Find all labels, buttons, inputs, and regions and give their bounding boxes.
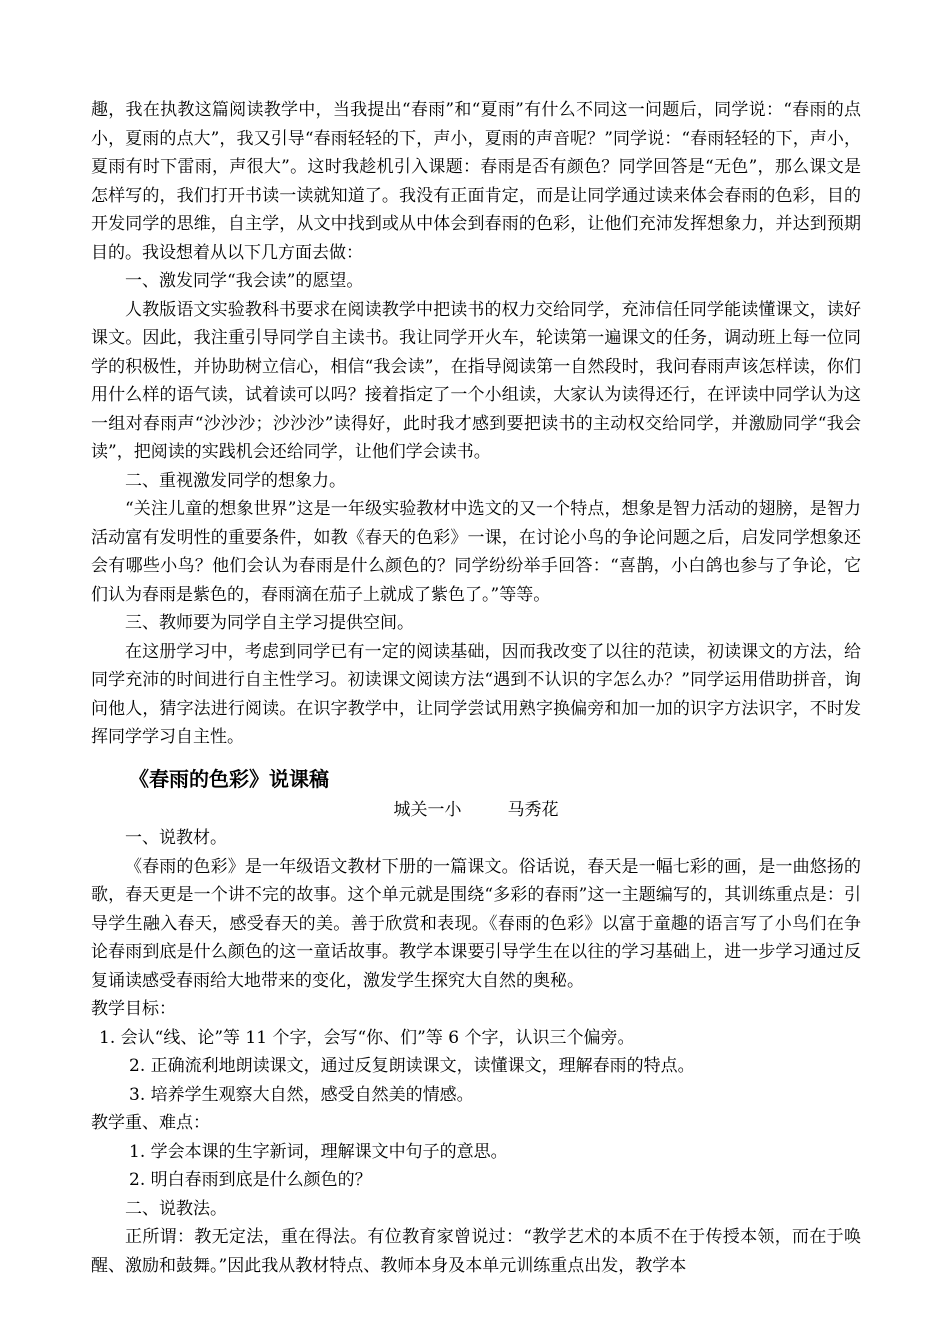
goal-item: 2. 正确流利地朗读课文，通过反复朗读课文，读懂课文，理解春雨的特点。 (129, 1056, 695, 1076)
section-heading: 一、说教材。 (125, 828, 227, 848)
document-page (91, 96, 861, 1280)
byline (91, 796, 861, 825)
key-item: 1. 学会本课的生字新词，理解课文中句子的意思。 (129, 1141, 508, 1162)
section-heading: 二、重视激发同学的想象力。 (125, 470, 346, 491)
section-heading: 二、说教法。 (125, 1198, 227, 1219)
body-paragraph: 正所谓：教无定法，重在得法。有位教育家曾说过：“教学艺术的本质不在于传授本领，而在于唤醒、激励和鼓舞。”因此我从教材特点、教师本身及本单元训练重点出发，教学本 (91, 1227, 861, 1276)
keys-label: 教学重、难点： (91, 1113, 210, 1133)
body-paragraph: “关注儿童的想象世界”这是一年级实验教材中选文的又一个特点，想象是智力活动的翅膀，是智力活动富有发明性的重要条件，如教《春天的色彩》一课，在讨论小鸟的争论问题之后，启发同学想象还会有哪些小鸟？他们会认为春雨是什么颜色的？同学纷纷举手回答：“喜鹊，小白鸽也参与了争论，它们认为春雨是紫色的，春雨滴在茄子上就成了紫色了。”等等。 (91, 499, 861, 605)
school-name: 城关一小 (393, 799, 462, 820)
section-heading: 一、激发同学“我会读”的愿望。 (125, 271, 364, 291)
body-paragraph: 在这册学习中，考虑到同学已有一定的阅读基础，因而我改变了以往的范读，初读课文的方法，给同学充沛的时间进行自主性学习。初读课文阅读方法“遇到不认识的字怎么办？”同学运用借助拼音，询问他人，猜字法进行阅读。在识字教学中，让同学尝试用熟字换偏旁和加一加的识字方法识字，不时发挥同学学习自主性。 (91, 641, 861, 747)
intro-paragraph: 趣，我在执教这篇阅读教学中，当我提出“春雨”和“夏雨”有什么不同这一问题后，同学说：“春雨的点小，夏雨的点大”，我又引导“春雨轻轻的下，声小，夏雨的声音呢？”同学说：“春雨轻轻的下，声小，夏雨有时下雷雨，声很大”。这时我趁机引入课题：春雨是否有颜色？同学回答是“无色”，那么课文是怎样写的，我们打开书读一读就知道了。我没有正面肯定，而是让同学通过读来体会春雨的色彩，目的开发同学的思维，自主学，从文中找到或从中体会到春雨的色彩，让他们充沛发挥想象力，并达到预期目的。我设想着从以下几方面去做： (91, 100, 861, 263)
author-name: 马秀花 (507, 799, 559, 820)
document-title: 《春雨的色彩》说课稿 (129, 766, 329, 791)
goal-item: 3. 培养学生观察大自然，感受自然美的情感。 (129, 1084, 474, 1105)
body-paragraph: 《春雨的色彩》是一年级语文教材下册的一篇课文。俗话说，春天是一幅七彩的画，是一曲悠扬的歌，春天更是一个讲不完的故事。这个单元就是围绕“多彩的春雨”这一主题编写的，其训练重点是：引导学生融入春天，感受春天的美。善于欣赏和表现。《春雨的色彩》以富于童趣的语言写了小鸟们在争论春雨到底是什么颜色的这一童话故事。教学本课要引导学生在以往的学习基础上，进一步学习通过反复诵读感受春雨给大地带来的变化，激发学生探究大自然的奥秘。 (91, 856, 861, 991)
goal-item: 1. 会认“线、论”等 11 个字，会写“你、们”等 6 个字，认识三个偏旁。 (99, 1027, 635, 1048)
goals-label: 教学目标： (91, 999, 176, 1019)
body-paragraph: 人教版语文实验教科书要求在阅读教学中把读书的权力交给同学，充沛信任同学能读懂课文，读好课文。因此，我注重引导同学自主读书。我让同学开火车，轮读第一遍课文的任务，调动班上每一位同学的积极性，并协助树立信心，相信“我会读”，在指导阅读第一自然段时，我问春雨声该怎样读，你们用什么样的语气读，试着读可以吗？接着指定了一个小组读，大家认为读得还行，在评读中同学认为这一组对春雨声“沙沙沙；沙沙沙”读得好，此时我才感到要把读书的主动权交给同学，并激励同学“我会读”，把阅读的实践机会还给同学，让他们学会读书。 (91, 299, 861, 462)
section-heading: 三、教师要为同学自主学习提供空间。 (125, 613, 414, 633)
key-item: 2. 明白春雨到底是什么颜色的？ (129, 1170, 372, 1190)
